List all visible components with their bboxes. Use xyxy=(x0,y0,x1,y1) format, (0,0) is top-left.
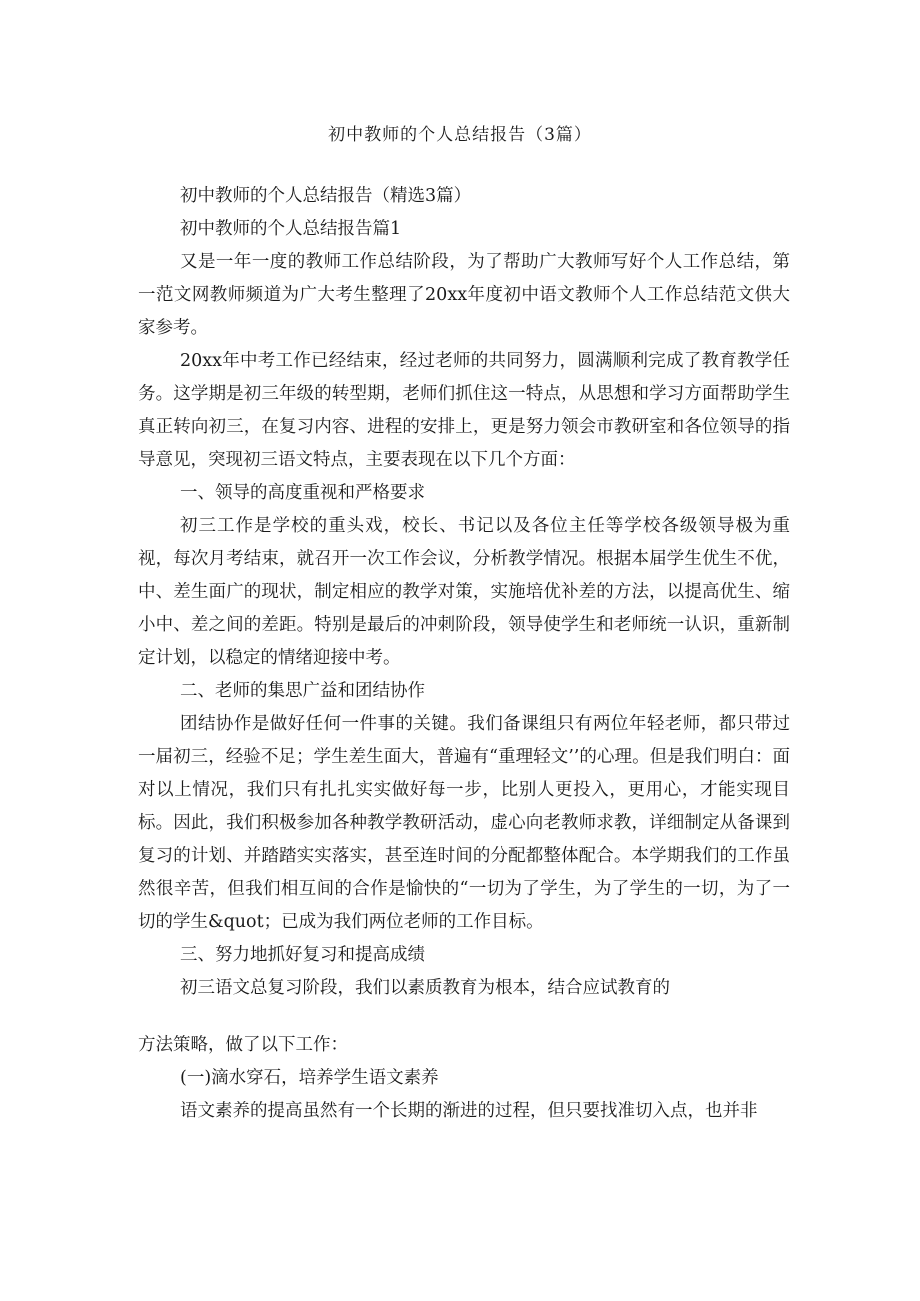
intro-paragraph: 又是一年一度的教师工作总结阶段，为了帮助广大教师写好个人工作总结，第一范文网教师频道为广大考生整理了20xx年度初中语文教师个人工作总结范文供大家参考。 xyxy=(138,252,790,338)
summary-paragraph: 20xx年中考工作已经结束，经过老师的共同努力，圆满顺利完成了教育教学任务。这学期是初三年级的转型期，老师们抓住这一特点，从思想和学习方面帮助学生真正转向初三，在复习内容、进程的安排上，更是努力领会市教研室和各位领导的指导意见，突现初三语文特点，主要表现在以下几个方面： xyxy=(138,351,790,470)
chapter-heading: 初中教师的个人总结报告篇1 xyxy=(180,219,402,239)
section-body-2: 团结协作是做好任何一件事的关键。我们备课组只有两位年轻老师，都只带过一届初三，经验不足；学生差生面大，普遍有“重理轻文’’的心理。但是我们明白：面对以上情况，我们只有扎扎实实做好每一步，比别人更投入，更用心，才能实现目标。因此，我们积极参加各种教学教研活动，虚心向老教师求教，详细制定从备课到复习的计划、并踏踏实实落实，甚至连时间的分配都整体配合。本学期我们的工作虽然很辛苦，但我们相互间的合作是愉快的“一切为了学生，为了学生的一切，为了一切的学生&quot；已成为我们两位老师的工作目标。 xyxy=(138,714,790,932)
section-heading-3: 三、努力地抓好复习和提高成绩 xyxy=(180,945,425,965)
document-body xyxy=(138,180,790,1128)
document-title: 初中教师的个人总结报告（3篇） xyxy=(328,125,592,145)
subtitle: 初中教师的个人总结报告（精选3篇） xyxy=(180,186,472,206)
section-body-1: 初三工作是学校的重头戏，校长、书记以及各位主任等学校各级领导极为重视，每次月考结束，就召开一次工作会议，分析教学情况。根据本届学生优生不优，中、差生面广的现状，制定相应的教学对策，实施培优补差的方法，以提高优生、缩小中、差之间的差距。特别是最后的冲刺阶段，领导使学生和老师统一认识，重新制定计划，以稳定的情绪迎接中考。 xyxy=(138,516,790,668)
section-heading-2: 二、老师的集思广益和团结协作 xyxy=(180,681,425,701)
subsection-body-1: 语文素养的提高虽然有一个长期的渐进的过程，但只要找准切入点，也并非 xyxy=(180,1101,758,1121)
section-body-3: 初三语文总复习阶段，我们以素质教育为根本，结合应试教育的 xyxy=(180,978,670,998)
section-body-3-continued: 方法策略，做了以下工作： xyxy=(138,1035,348,1055)
section-heading-1: 一、领导的高度重视和严格要求 xyxy=(180,483,425,503)
subsection-heading-1: (一)滴水穿石，培养学生语文素养 xyxy=(180,1068,439,1088)
